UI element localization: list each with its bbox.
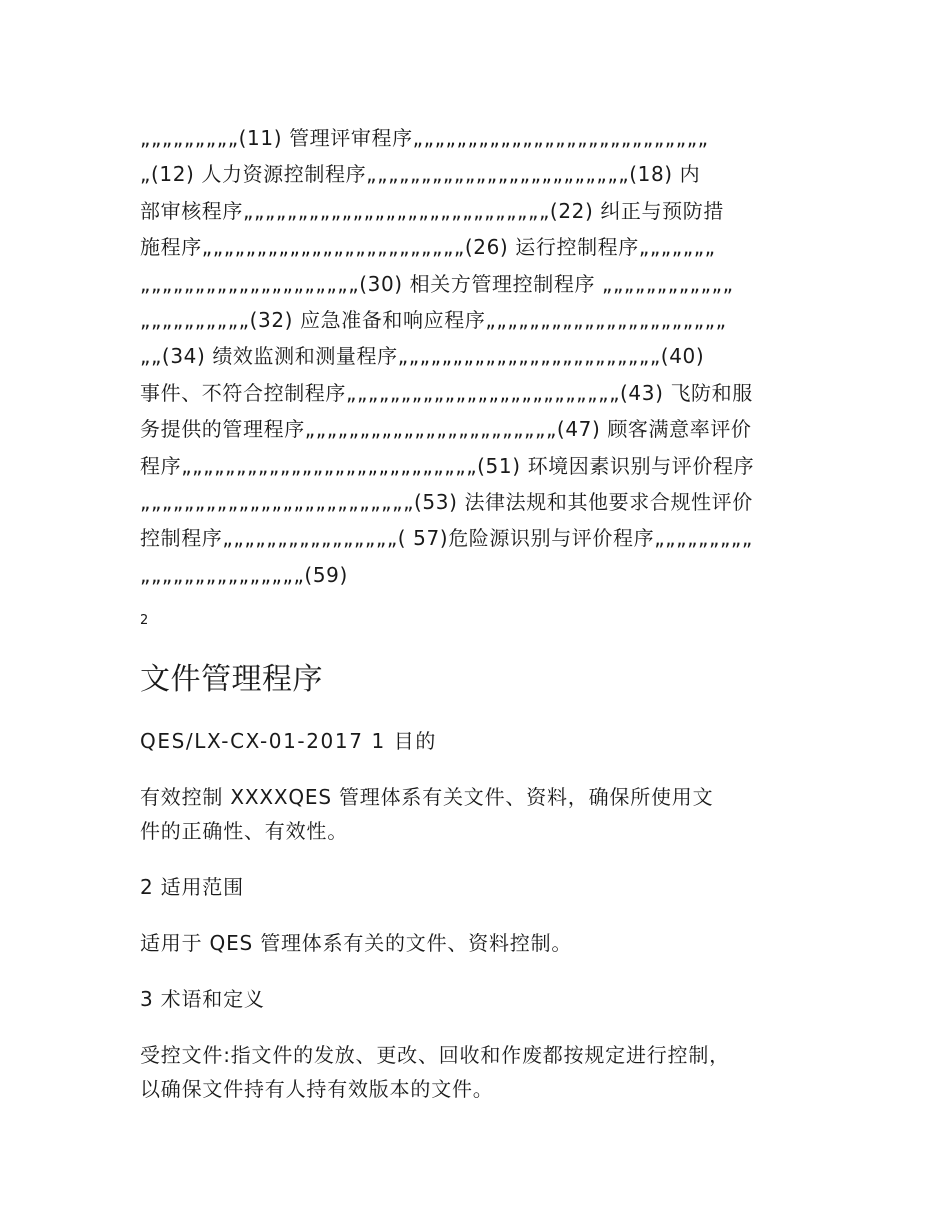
document-code-heading: QES/LX-CX-01-2017 1 目的 bbox=[140, 729, 437, 753]
purpose-text-line-2: 件的正确性、有效性。 bbox=[140, 819, 348, 843]
toc-line: „„„„„„„„„„„„„„„(59) bbox=[140, 562, 348, 587]
page-number: 2 bbox=[140, 613, 149, 628]
toc-line: „„„„„„„„„„„„„„„„„„„„„„„„„(53) 法律法规和其他要求合规性评价 bbox=[140, 489, 753, 514]
scope-heading: 2 适用范围 bbox=[140, 875, 244, 899]
table-of-contents bbox=[140, 120, 820, 593]
toc-line: 事件、不符合控制程序„„„„„„„„„„„„„„„„„„„„„„„„„(43) 飞防和服 bbox=[140, 380, 753, 405]
definition-text-line-2: 以确保文件持有人持有效版本的文件。 bbox=[140, 1077, 494, 1101]
toc-line: „(12) 人力资源控制程序„„„„„„„„„„„„„„„„„„„„„„„„(18) 内 bbox=[140, 162, 701, 187]
toc-line: „„(34) 绩效监测和测量程序„„„„„„„„„„„„„„„„„„„„„„„„(40) bbox=[140, 344, 705, 369]
definition-text-line-1: 受控文件:指文件的发放、更改、回收和作废都按规定进行控制， bbox=[140, 1043, 730, 1067]
document-title: 文件管理程序 bbox=[140, 662, 323, 697]
purpose-text-line-1: 有效控制 XXXXQES 管理体系有关文件、资料，确保所使用文 bbox=[140, 785, 714, 809]
terms-heading: 3 术语和定义 bbox=[140, 987, 265, 1011]
toc-line: 务提供的管理程序„„„„„„„„„„„„„„„„„„„„„„„(47) 顾客满意率评价 bbox=[140, 417, 752, 442]
toc-line: „„„„„„„„„(11) 管理评审程序„„„„„„„„„„„„„„„„„„„„„„„„„„„ bbox=[140, 126, 709, 150]
toc-line: 部审核程序„„„„„„„„„„„„„„„„„„„„„„„„„„„„(22) 纠正与预防措 bbox=[140, 198, 724, 223]
toc-line: „„„„„„„„„„(32) 应急准备和响应程序„„„„„„„„„„„„„„„„„„„„„„ bbox=[140, 307, 727, 332]
toc-line: 程序„„„„„„„„„„„„„„„„„„„„„„„„„„„(51) 环境因素识别与评价程序 bbox=[140, 453, 755, 478]
toc-line: 控制程序„„„„„„„„„„„„„„„„( 57)危险源识别与评价程序„„„„„„„„„ bbox=[140, 526, 753, 551]
toc-line: 施程序„„„„„„„„„„„„„„„„„„„„„„„„(26) 运行控制程序„„„„„„„ bbox=[140, 235, 716, 260]
scope-text: 适用于 QES 管理体系有关的文件、资料控制。 bbox=[140, 931, 573, 955]
toc-line: „„„„„„„„„„„„„„„„„„„„(30) 相关方管理控制程序 „„„„„„„„„„„„ bbox=[140, 271, 734, 296]
